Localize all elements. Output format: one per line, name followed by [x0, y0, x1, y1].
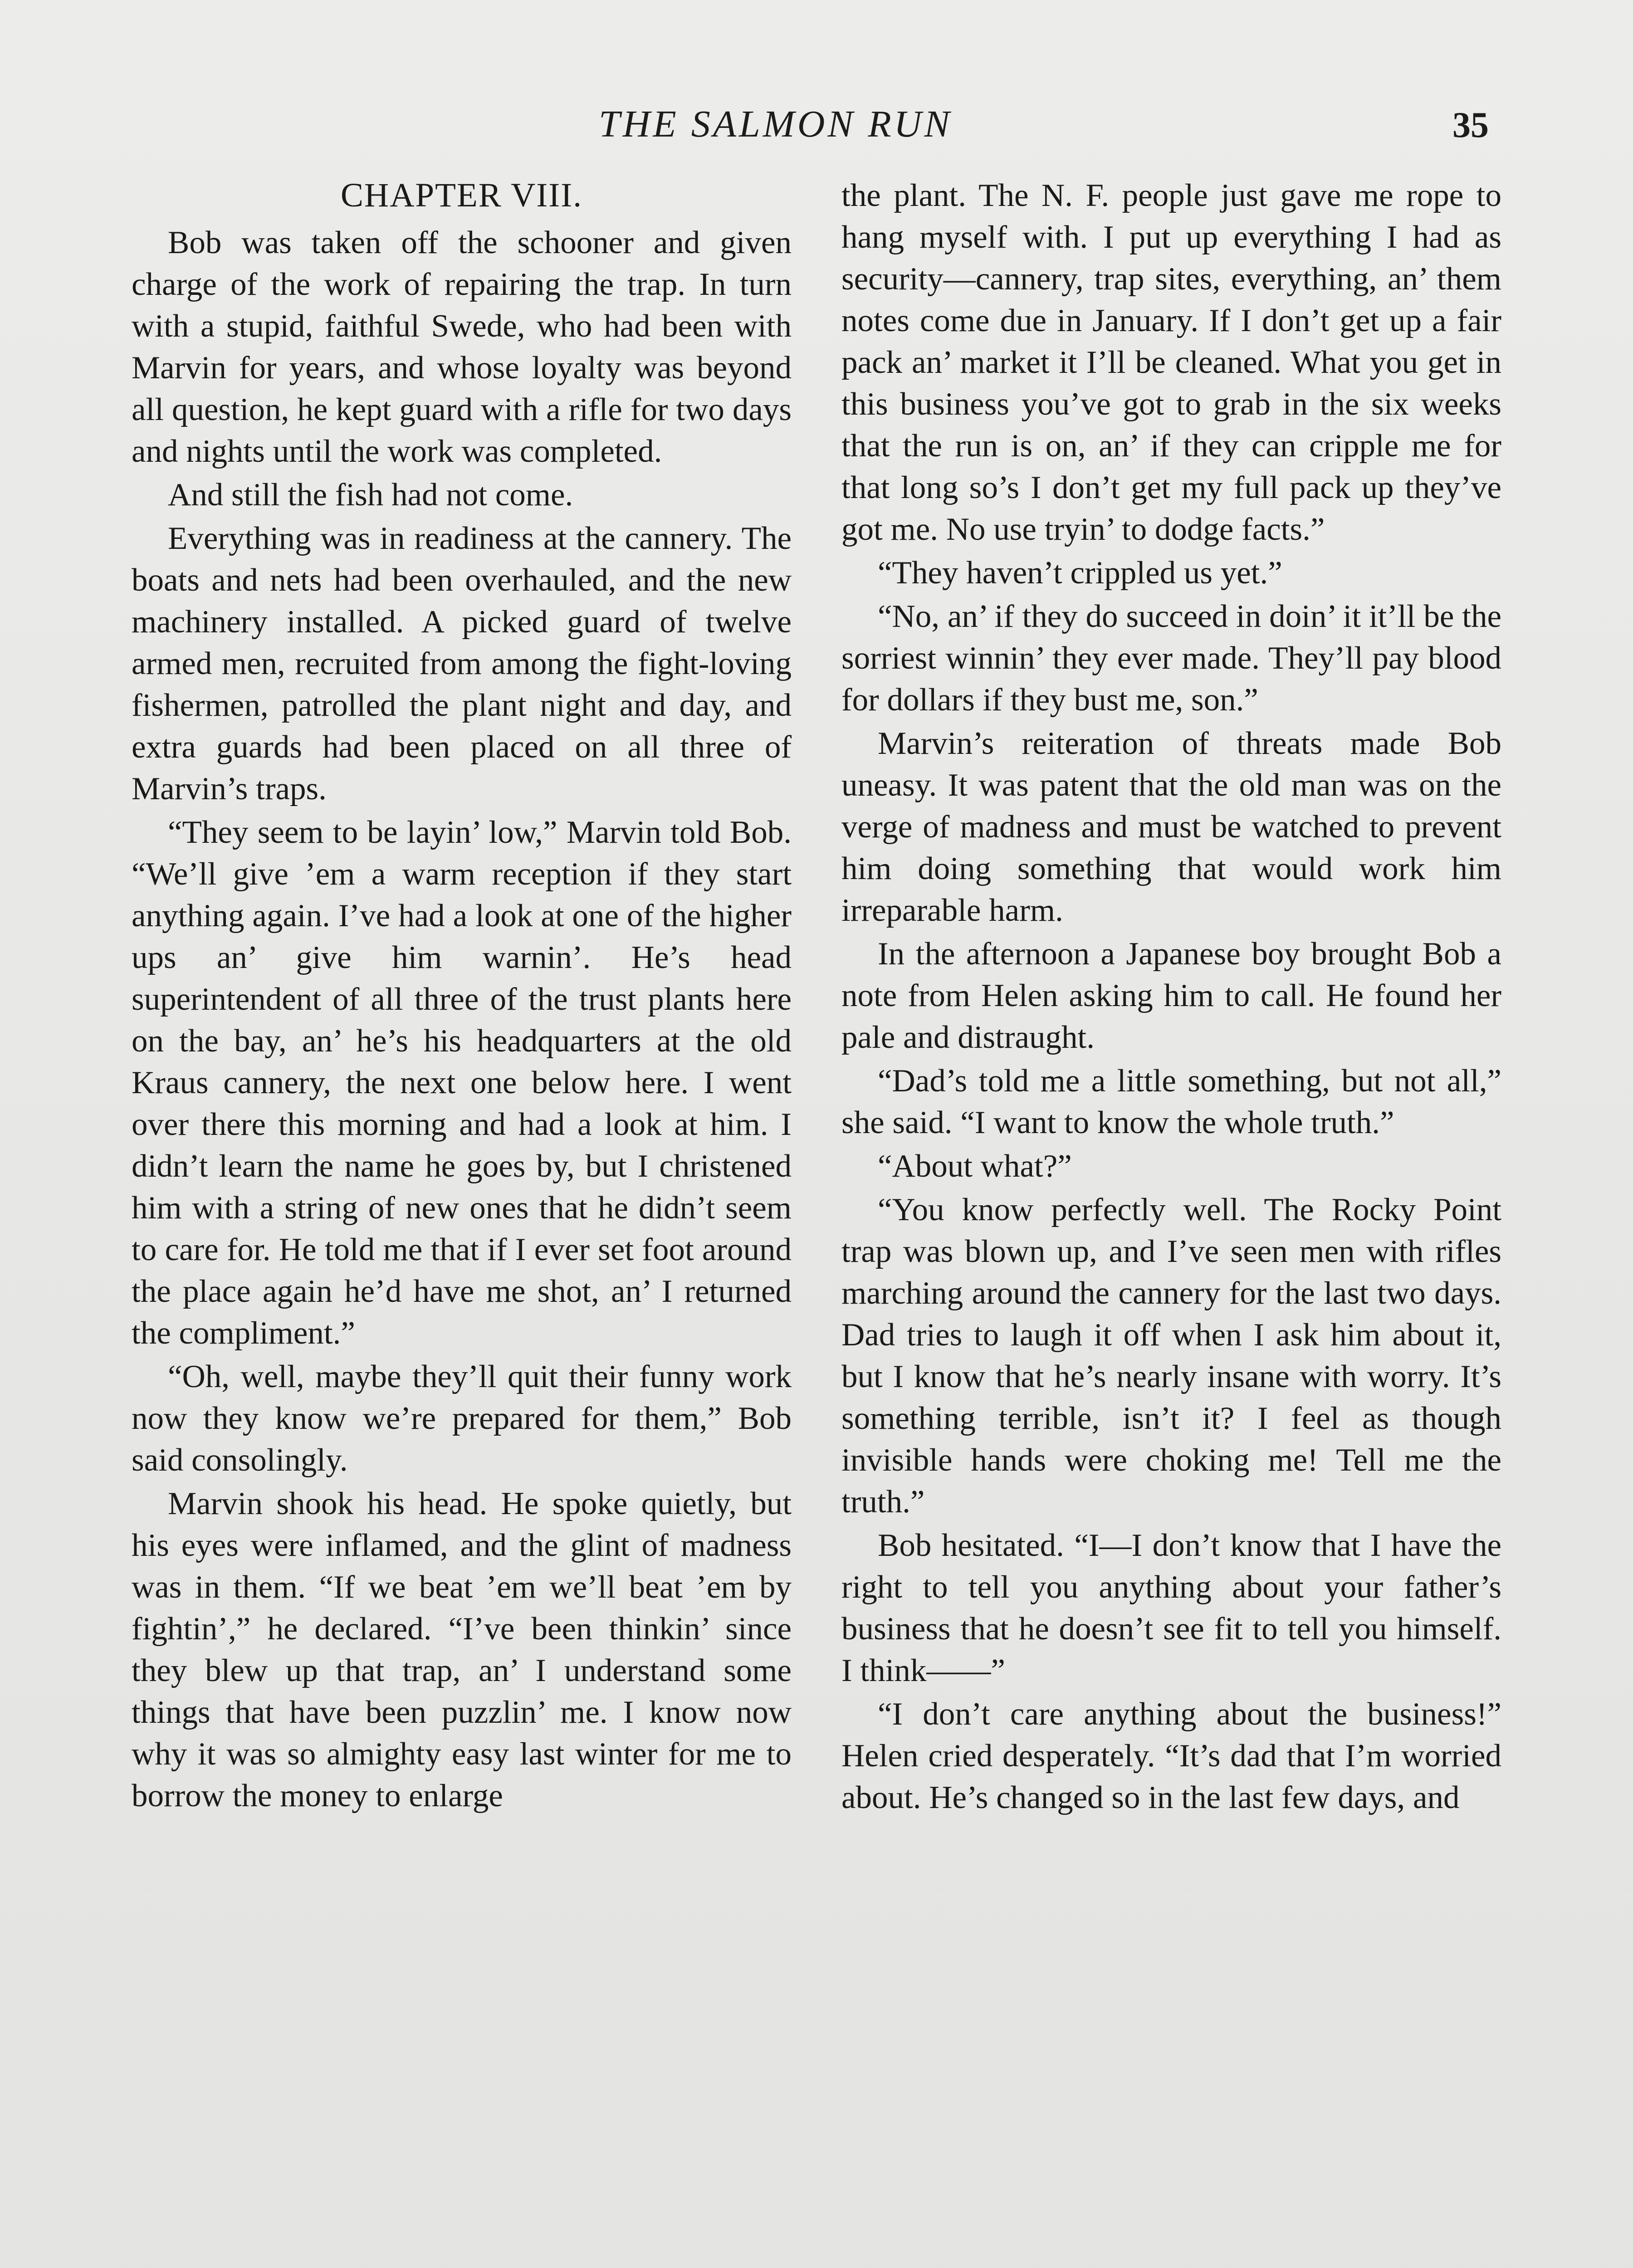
paragraph: “Dad’s told me a little something, but not all,” she said. “I want to know the whole truth.”: [841, 1063, 1501, 1140]
paragraph: “They haven’t crippled us yet.”: [878, 555, 1282, 591]
paragraph: “No, an’ if they do succeed in doin’ it it’ll be the sorriest winnin’ they ever made. They’ll pay blood for dollars if they bust me, son.”: [841, 599, 1501, 718]
page-number: 35: [1452, 105, 1489, 145]
paragraph: “I don’t care anything about the business!” Helen cried desperately. “It’s dad that I’m worried about. He’s changed so in the last few days, and: [841, 1696, 1501, 1815]
paragraph: “Oh, well, maybe they’ll quit their funny work now they know we’re prepared for them,” Bob said consolingly.: [132, 1359, 792, 1478]
paragraph: Bob hesitated. “I—I don’t know that I have the right to tell you anything about your father’s business that he doesn’t see fit to tell you himself. I think——”: [841, 1528, 1501, 1688]
paragraph: And still the fish had not come.: [168, 477, 573, 513]
paragraph-continued: the plant. The N. F. people just gave me rope to hang myself with. I put up everything I had as security—cannery, trap sites, everything, an’ them notes come due in January. If I don’t get up a fair pack an’ market it I’ll be cleaned. What you get in this business you’ve got to grab in the six weeks that the run is on, an’ if they can cripple me for that long so’s I don’t get my full pack up they’ve got me. No use tryin’ to dodge facts.”: [841, 178, 1501, 547]
running-head: [0, 102, 1633, 152]
right-column: [841, 175, 1501, 1818]
chapter-heading: CHAPTER VIII.: [341, 176, 582, 214]
running-title: THE SALMON RUN: [599, 103, 953, 145]
paragraph: “They seem to be layin’ low,” Marvin told Bob. “We’ll give ’em a warm reception if they start anything again. I’ve had a look at one of the higher ups an’ give him warnin’. He’s head superintendent of all three of the trust plants here on the bay, an’ he’s his headquarters at the old Kraus cannery, the next one below here. I went over there this morning and had a look at him. I didn’t learn the name he goes by, but I christened him with a string of new ones that he didn’t seem to care for. He told me that if I ever set foot around the place again he’d have me shot, an’ I returned the compliment.”: [132, 815, 792, 1351]
left-column: [132, 175, 792, 1817]
paragraph: Marvin shook his head. He spoke quietly, but his eyes were inflamed, and the glint of madness was in them. “If we beat ’em we’ll beat ’em by fightin’,” he declared. “I’ve been thinkin’ since they blew up that trap, an’ I understand some things that have been puzzlin’ me. I know now why it was so almighty easy last winter for me to borrow the money to enlarge: [132, 1486, 792, 1813]
paragraph: In the afternoon a Japanese boy brought Bob a note from Helen asking him to call. He found her pale and distraught.: [841, 936, 1501, 1055]
paragraph: “You know perfectly well. The Rocky Point trap was blown up, and I’ve seen men with rifles marching around the cannery for the last two days. Dad tries to laugh it off when I ask him about it, but I know that he’s nearly insane with worry. It’s something terrible, isn’t it? I feel as though invisible hands were choking me! Tell me the truth.”: [841, 1192, 1501, 1520]
paragraph: Bob was taken off the schooner and given charge of the work of repairing the trap. In turn with a stupid, faithful Swede, who had been with Marvin for years, and whose loyalty was beyond all question, he kept guard with a rifle for two days and nights until the work was completed.: [132, 225, 792, 469]
paragraph: Everything was in readiness at the cannery. The boats and nets had been overhauled, and the new machinery installed. A picked guard of twelve armed men, recruited from among the fight-loving fishermen, patrolled the plant night and day, and extra guards had been placed on all three of Marvin’s traps.: [132, 521, 792, 807]
paragraph: “About what?”: [878, 1149, 1072, 1184]
paragraph: Marvin’s reiteration of threats made Bob uneasy. It was patent that the old man was on the verge of madness and must be watched to prevent him doing something that would work him irreparable harm.: [841, 726, 1501, 928]
